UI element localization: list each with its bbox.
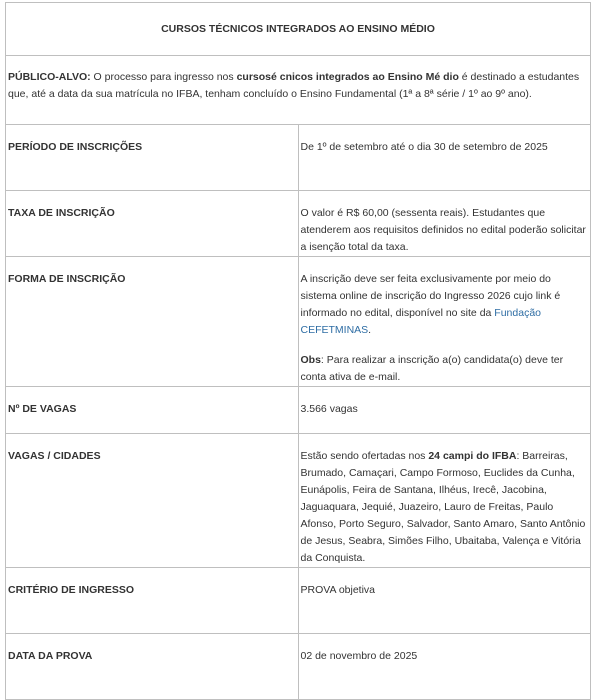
vagas-value: 3.566 vagas — [298, 387, 591, 434]
table-row — [6, 568, 591, 634]
forma-text-2: . — [368, 324, 372, 336]
periodo-label: PERÍODO DE INSCRIÇÕES — [6, 125, 299, 191]
publico-alvo-text-2: é destinado a estudantes que, até a data da sua matrícula no IFBA, tenham concluído o Ensino Fundamental (1ª a 8ª série / 1º ao 9º ano). — [8, 71, 580, 100]
criterio-value: PROVA objetiva — [298, 568, 591, 634]
info-table — [5, 2, 591, 700]
cidades-text-2: : Barreiras, Brumado, Camaçari, Campo Formoso, Euclides da Cunha, Eunápolis, Feira de Santana, Ilhéus, Irecê, Jacobina, Jaguaquara, Jequié, Juazeiro, Lauro de Freitas, Paulo Afonso, Porto Seguro, Salvador, Santo Amaro, Santo Antônio de Jesus, Seabra, Simões Filho, Ubaitaba, Valença e Vitória da Conquista. — [300, 450, 586, 564]
obs-text: : Para realizar a inscrição a(o) candidata(o) deve ter conta ativa de e-mail. — [300, 354, 564, 383]
data-value: 02 de novembro de 2025 — [298, 634, 591, 700]
fundacao-link[interactable]: Fundação CEFETMINAS — [300, 307, 541, 336]
criterio-label: CRITÉRIO DE INGRESSO — [6, 568, 299, 634]
taxa-value: O valor é R$ 60,00 (sessenta reais). Estudantes que atenderem aos requisitos definidos no edital poderão solicitar a isenção total da taxa. — [298, 191, 591, 257]
publico-alvo-text-1: O processo para ingresso nos — [90, 71, 237, 83]
forma-text-1: A inscrição deve ser feita exclusivamente por meio do sistema online de inscrição do Ingresso 2026 cujo link é informado no edital, disponível no site da — [300, 273, 561, 319]
vagas-label: Nº DE VAGAS — [6, 387, 299, 434]
publico-alvo-bold: cursosé cnicos integrados ao Ensino Mé dio — [236, 71, 459, 83]
table-row — [6, 634, 591, 700]
table-title: CURSOS TÉCNICOS INTEGRADOS AO ENSINO MÉDIO — [6, 3, 591, 56]
cidades-value — [298, 434, 591, 568]
cidades-text-1: Estão sendo ofertadas nos — [300, 450, 429, 462]
periodo-value: De 1º de setembro até o dia 30 de setembro de 2025 — [298, 125, 591, 191]
publico-alvo-row — [6, 56, 591, 125]
table-row — [6, 434, 591, 568]
table-row — [6, 387, 591, 434]
data-label: DATA DA PROVA — [6, 634, 299, 700]
forma-value — [298, 257, 591, 387]
cidades-label: VAGAS / CIDADES — [6, 434, 299, 568]
forma-label: FORMA DE INSCRIÇÃO — [6, 257, 299, 387]
publico-alvo-label: PÚBLICO-ALVO: — [8, 71, 91, 83]
table-row — [6, 191, 591, 257]
cidades-bold: 24 campi do IFBA — [428, 450, 517, 462]
table-row — [6, 125, 591, 191]
obs-label: Obs — [300, 354, 321, 366]
taxa-label: TAXA DE INSCRIÇÃO — [6, 191, 299, 257]
table-row — [6, 257, 591, 387]
